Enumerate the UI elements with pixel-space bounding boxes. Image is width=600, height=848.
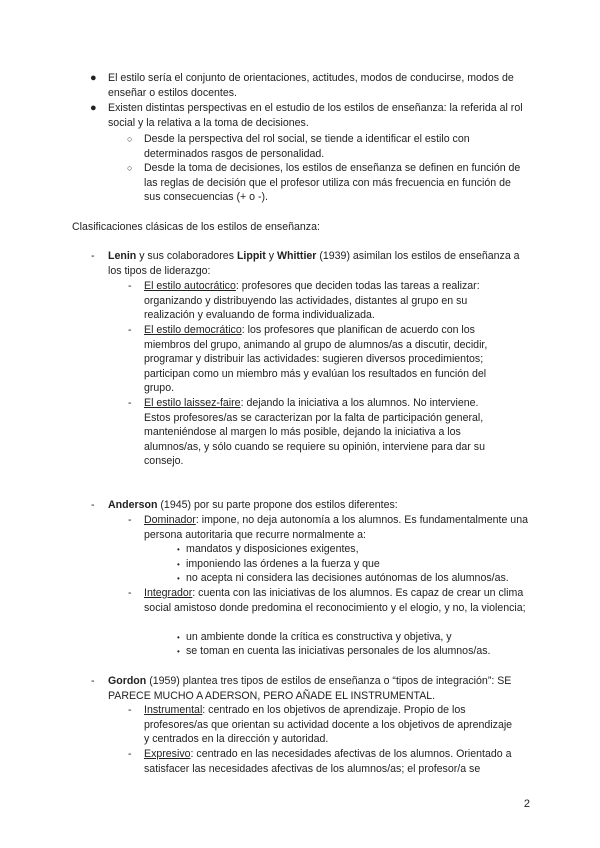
dash-bullet: -	[128, 514, 132, 526]
small-bullet-icon: •	[177, 633, 180, 642]
dominador-point-3: no acepta ni considera las decisiones autónomas de los alumnos/as.	[186, 572, 509, 584]
author-lenin: Lenin	[108, 250, 137, 262]
anderson-dominador: Dominador: impone, no deja autonomía a los alumnos. Es fundamentalmente una persona autoritaria que recurre normalmente a:	[144, 514, 528, 541]
bullet-icon: ●	[90, 72, 97, 84]
integrador-point-1: un ambiente donde la crítica es constructiva y objetiva, y	[186, 631, 452, 643]
anderson-integrador: Integrador: cuenta con las iniciativas de los alumnos. Es capaz de crear un clima social amistoso donde predomina el reconocimiento y el elogio, y no, la violencia;	[144, 587, 526, 614]
author-lippit: Lippit	[236, 250, 266, 262]
anderson-paragraph: Anderson (1945) por su parte propone dos estilos diferentes:	[108, 499, 398, 511]
circle-bullet-icon: ○	[127, 163, 133, 173]
bullet-icon: ●	[90, 102, 97, 114]
dash-bullet: -	[128, 280, 132, 292]
dash-bullet: -	[128, 704, 132, 716]
dash-bullet: -	[128, 748, 132, 760]
gordon-paragraph: Gordon (1959) plantea tres tipos de estilos de enseñanza o “tipos de integración”: SE PARECE MUCHO A ADERSON, PERO AÑADE EL INSTRUMENTAL.	[108, 675, 512, 702]
author-gordon: Gordon	[108, 675, 147, 687]
intro-sub-bullet-1: Desde la perspectiva del rol social, se tiende a identificar el estilo con determinados rasgos de personalidad.	[144, 133, 470, 160]
gordon-item-expresivo: Expresivo: centrado en las necesidades afectivas de los alumnos. Orientado a satisfacer las necesidades afectivas de los alumnos/as; el profesor/a se	[144, 748, 512, 775]
dash-bullet: -	[91, 250, 95, 262]
dominador-point-1: mandatos y disposiciones exigentes,	[186, 543, 359, 555]
dash-bullet: -	[128, 587, 132, 599]
small-bullet-icon: •	[177, 560, 180, 569]
intro-bullet-1: El estilo sería el conjunto de orientaciones, actitudes, modos de conducirse, modos de enseñar o estilos docentes.	[108, 72, 514, 99]
lenin-item-laissez-faire: El estilo laissez-faire: dejando la iniciativa a los alumnos. No interviene. Estos profesores/as se caracterizan por la falta de participación general, manteniéndose al margen lo más posible, dejando la iniciativa a los alumnos/as, y sólo cuando se requiere su opinión, interviene para dar su consejo.	[144, 397, 485, 468]
lenin-item-autocratico: El estilo autocrático: profesores que deciden todas las tareas a realizar: organizando y distribuyendo las actividades, distantes al grupo en su realización y evaluando de forma individualizada.	[144, 280, 480, 322]
page-number: 2	[523, 798, 530, 810]
dash-bullet: -	[128, 397, 132, 409]
integrador-point-2: se toman en cuenta las iniciativas personales de los alumnos/as.	[186, 645, 491, 657]
small-bullet-icon: •	[177, 574, 180, 583]
dash-bullet: -	[91, 499, 95, 511]
dash-bullet: -	[128, 324, 132, 336]
lenin-item-democratico: El estilo democrático: los profesores que planifican de acuerdo con los miembros del grupo, animando al grupo de alumnos/as a discutir, decidir, programar y distribuir las actividades: sugieren diversos procedimientos; participan como un miembro más y evalúan los resultados en función del grupo.	[144, 324, 488, 395]
dominador-point-2: imponiendo las órdenes a la fuerza y que	[186, 558, 380, 570]
circle-bullet-icon: ○	[127, 134, 133, 144]
small-bullet-icon: •	[177, 647, 180, 656]
lenin-paragraph: Lenin y sus colaboradores Lippit y Whittier (1939) asimilan los estilos de enseñanza a los tipos de liderazgo:	[108, 250, 520, 277]
section-heading: Clasificaciones clásicas de los estilos de enseñanza:	[72, 221, 320, 233]
gordon-item-instrumental: Instrumental: centrado en los objetivos de aprendizaje. Propio de los profesores/as que orientan su actividad docente a los objetivos de aprendizaje y centrados en la dirección y autoridad.	[144, 704, 513, 746]
author-whittier: Whittier	[276, 250, 317, 262]
intro-sub-bullet-2: Desde la toma de decisiones, los estilos de enseñanza se definen en función de las reglas de decisión que el profesor utiliza con más frecuencia en función de sus consecuencias (+ o -).	[144, 162, 521, 204]
intro-bullet-2: Existen distintas perspectivas en el estudio de los estilos de enseñanza: la referida al rol social y la relativa a la toma de decisiones.	[108, 102, 523, 129]
author-anderson: Anderson	[108, 499, 158, 511]
dash-bullet: -	[91, 675, 95, 687]
small-bullet-icon: •	[177, 545, 180, 554]
